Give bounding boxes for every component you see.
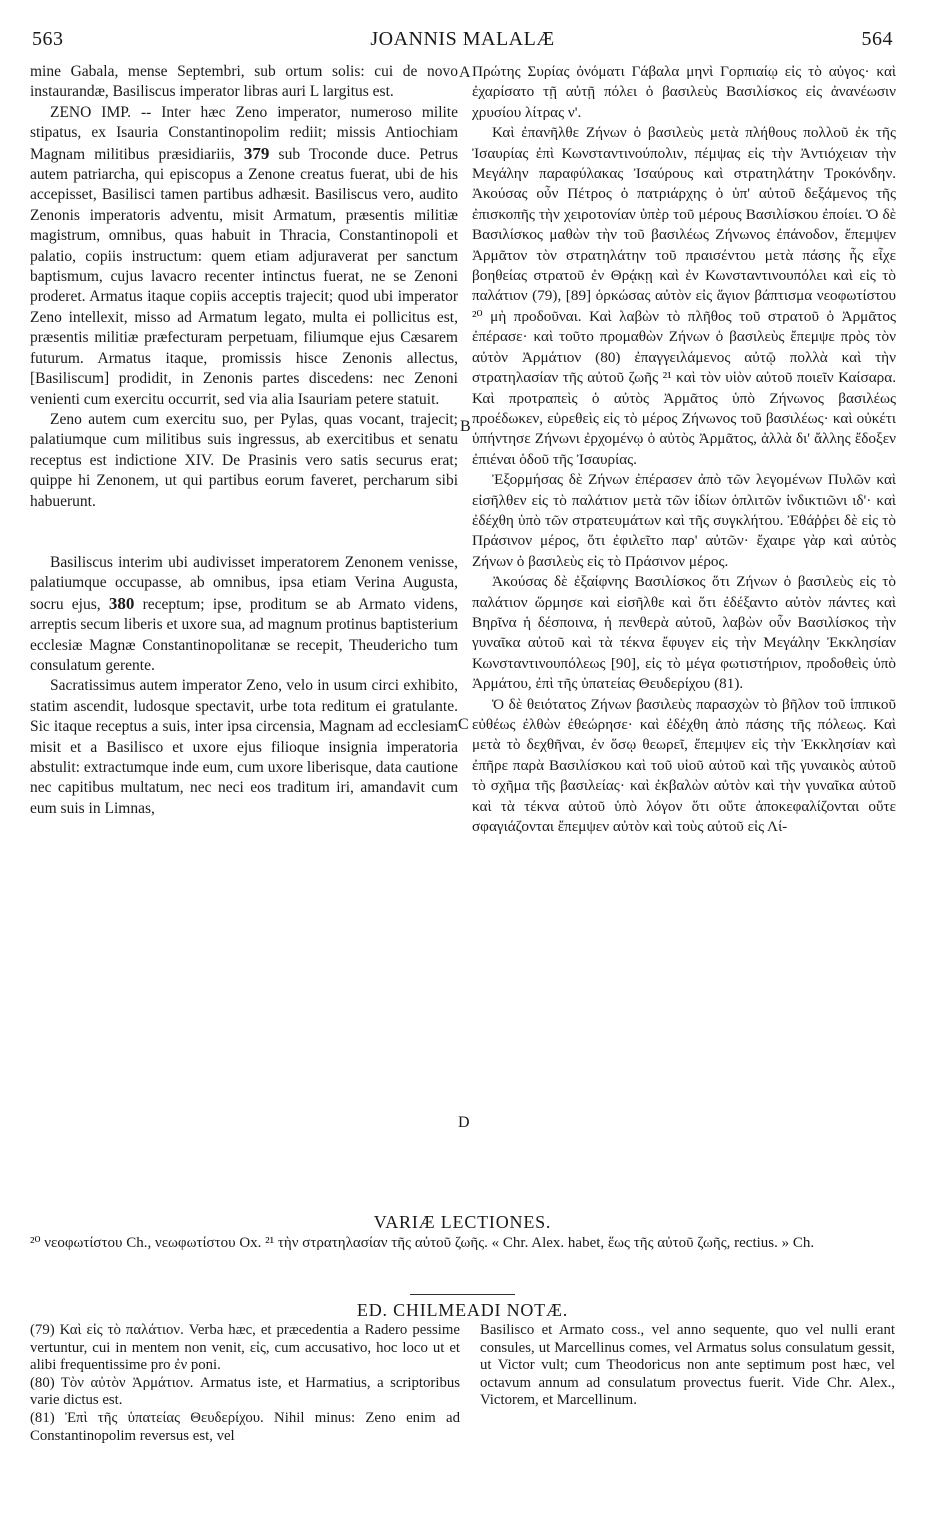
latin-text: ZENO IMP. -- Inter hæc Zeno imperator, numeroso milite stipatus, ex Isauria Constantinopolim rediit; missis Antiochiam Magnam militibus præsidiariis, [30,103,458,163]
latin-paragraph [30,553,458,676]
greek-paragraph: Ἀκούσας δὲ ἐξαίφνης Βασιλίσκος ὅτι Ζήνων ὁ βασιλεὺς εἰς τὸ παλάτιον ὥρμησε καὶ εἰσῆλθε καὶ ὅτι ἐδέξαντο αὐτὸν πάντες καὶ Βηρῖνα ἡ δέσποινα, ἡ πενθερὰ αὐτοῦ, λαβὼν οὖν Βασιλίσκος τὴν γυναῖκα αὐτοῦ καὶ τὰ τέκνα ἔφυγεν εἰς τὴν Μεγάλην Ἐκκλησίαν Κωνσταντινουπόλεως [90], εἰς τὸ μέγα φωτιστήριον, προδοθεὶς ὑπὸ Ἀρμάτου, ἐπὶ τῆς ὑπατείας Θευδερίχου (81). [472,573,896,693]
latin-paragraph: mine Gabala, mense Septembri, sub ortum solis: cui de novo instaurandæ, Basiliscus imperator libras auri L largitus est. [30,63,458,101]
latin-paragraph: Sacratissimus autem imperator Zeno, velo in usum circi exhibito, statim ascendit, ludosque spectavit, urbe tota reditum ei gratulante. Sic itaque receptus a suis, inter ipsa circensia, Magnam ad ecclesiam misit et a Basilisco et uxore ejus filioque insignia imperatoria abstulit: extractumque inde eum, cum uxore liberisque, data cautione nec capitibus multatum, nec neci eos traditum iri, amandavit cum eum suis in Limnas, [30,677,458,817]
greek-paragraph: Πρώτης Συρίας ὀνόματι Γάβαλα μηνὶ Γορπιαίῳ εἰς τὸ αὐγος· καὶ ἐχαρίσατο τῇ αὐτῇ πόλει ὁ βασιλεὺς Βασιλίσκος εἰς ἀνανέωσιν χρυσίου λίτρας ν'. [472,63,896,121]
page-number-left: 563 [32,28,64,50]
latin-paragraph: Zeno autem cum exercitu suo, per Pylas, quas vocant, trajecit; palatiumque cum militibus suis ingressus, ab exercitibus et senatu receptus est indictione XIV. De Prasinis vero satis securus erat; quippe hi Zenonem, ut qui partibus eorum faveret, percharum sibi habuerunt. [30,410,458,510]
latin-text: sub Troconde duce. Petrus autem patriarcha, qui episcopus a Zenone creatus fuerat, ubi de his accepisset, Basilisci tamen partibus adhæsit. Basiliscus vero, audito Zenonis imperatoris adventu, misit Armatum, præsentis militiæ magistrum, omnibus, quas habuit in Thracia, Constantinopoli et palatio, copiis instructum: quem etiam adjuraverat per sanctum baptismum, cujus lavacro recenter intinctus fuerat, ne se Zenoni proderet. Armatus itaque copiis acceptis trajecit; quod ubi imperator Zeno intellexit, misso ad Armatum legato, multa ei pollicitus est, præsentis militiæ præfecturam perpetuam, filiumque ejus Cæsarem futurum. Armatus itaque, promissis hisce Zenonis allectus, [Basiliscum] prodidit, in Zenonis partes discedens: nec Zenoni venienti cum exercitu occurrit, sed via alia Isauriam petere statuit. [30,145,458,408]
note-79: (79) Καὶ εἰς τὸ παλάτιον. Verba hæc, et præcedentia a Radero pessime vertuntur, cui in mentem non venit, εἰς, cum accusativo, hoc loco ut et alibi frequentissime pro ἐν poni. [30,1322,460,1374]
running-title: JOANNIS MALALÆ [370,28,555,50]
page-header [30,28,895,54]
page-marker: 379 [243,143,270,163]
latin-text: receptum; ipse, proditum se ab Armato videns, arreptis secum liberis et uxore sua, ad magnum protinus baptisterium ecclesiæ Magnæ Constantinopolitanæ se recepit, Theuderichо tum consulatum gerente. [30,595,459,674]
notes-title: ED. CHILMEADI NOTÆ. [356,1300,569,1320]
greek-paragraph: Ἐξορμήσας δὲ Ζήνων ἐπέρασεν ἀπὸ τῶν λεγομένων Πυλῶν καὶ εἰσῆλθεν εἰς τὸ παλάτιον μετὰ τῶν ἰδίων ὁπλιτῶν ἰνδικτιῶνι ιδ'· καὶ ἐδέχθη ὑπὸ τῶν στρατευμάτων καὶ τῆς συγκλήτου. Ἐθάῤῥει δὲ εἰς τὸ Πράσινον μέρος, ὅτι ἐφιλεῖτο παρ' αὐτῶν· ἔχαιρε γὰρ καὶ αὐτὸς Ζήνων ὁ βασιλεὺς εἰς τὸ Πράσινον μέρος. [472,471,896,570]
note-81-continued: Basilisco et Armato coss., vel anno sequente, quo vel nulli erant consules, ut Marcellinus comes, vel Armatus solus consulatum gessit, ut Victor vult; cum Theodoricus non ante septimum post hæc, vel octavum annum ad consulatum provectus fuerit. Vide Chr. Alex., Victorem, et Marcellinum. [480,1322,895,1409]
side-letter-b: B [460,418,471,435]
note-80: (80) Τὸν αὐτὸν Ἀρμάτιον. Armatus iste, et Harmatius, a scriptoribus varie dictus est. [30,1374,460,1409]
notes-left-column [30,1322,460,1445]
side-letter-a: A [459,64,471,81]
side-letter-c: C [458,716,469,733]
note-81: (81) Ἐπὶ τῆς ὑπατείας Θευδερίχου. Nihil minus: Zeno enim ad Constantinopolim reversus est, vel [30,1409,460,1444]
variae-lectiones-text: ²⁰ νεοφωτίστου Ch., νεωφωτίστου Ox. ²¹ τὴν στρατηλασίαν τῆς αὐτοῦ ζωῆς. « Chr. Alex. habet, ἕως τῆς αὐτοῦ ζωῆς, rectius. » Ch. [30,1235,815,1251]
greek-paragraph: Καὶ ἐπανῆλθε Ζήνων ὁ βασιλεὺς μετὰ πλήθους πολλοῦ ἐκ τῆς Ἰσαυρίας ἐπὶ Κωνσταντινούπολιν, πέμψας εἰς τὴν Ἀντιόχειαν τὴν Μεγάλην παραφύλακας Ἰσαύρους καὶ στρατηλάτην Τροκόνδην. Ἀκούσας οὖν Πέτρος ὁ πατριάρχης ὁ ὑπ' αὐτοῦ δεξάμενος τῆς ἐπισκοπῆς τὴν χειροτονίαν ὑπὲρ τοῦ μέρους Βασιλίσκου ἐποίει. Ὁ δὲ Βασιλίσκος μαθὼν τὴν τοῦ βασιλέως Ζήνωνος ἐπάνοδον, ἔπεμψεν Ἀρμᾶτον τὸν στρατηλάτην τοῦ πραισέντου μετὰ πάσης ἧς εἶχε βοηθείας στρατοῦ ἐν Θρᾴκῃ καὶ ἐν Κωνσταντινουπόλει καὶ εἰς τὸ παλάτιον (79), [89] ὁρκώσας αὐτὸν εἰς ἅγιον βάπτισμα νεοφωτίστου ²⁰ μὴ προδοῦναι. Καὶ λαβὼν τὸ πλῆθος τοῦ στρατοῦ ὁ Ἀρμᾶτος ἐπέρασε· καὶ τοῦτο προμαθὼν Ζήνων ὁ βασιλεὺς ἔπεμψε πρὸς τὸν αὐτὸν Ἀρμάτιον (80) ἐπαγγειλάμενος αὐτῷ πολλὰ καὶ τὴν στρατηλασίαν τῆς αὐτοῦ ζωῆς ²¹ καὶ τὸν υἱὸν αὐτοῦ ποιεῖν Καίσαρα. Καὶ προτραπεὶς ὁ αὐτὸς Ἀρμᾶτος ὑπὸ Ζήνωνος βασιλέως προέδωκεν, εὑρεθεὶς εἰς τὸ μέρος Ζήνωνος τοῦ βασιλέως· καὶ οὐκέτι ὑπήντησε Ζήνωνι ἐρχομένῳ ὁ αὐτὸς Ἀρμᾶτος, ἀλλὰ δι' ἄλλης ἔδοξεν ἐπιέναι ὁδοῦ τῆς Ἰσαυρίας. [472,124,896,468]
variae-lectiones-title: VARIÆ LECTIONES. [373,1212,552,1232]
side-letter-d: D [458,1114,470,1131]
notes-divider [410,1294,515,1295]
latin-column [30,62,458,819]
greek-column [472,62,896,837]
page-marker: 380 [108,593,135,613]
notes-right-column [480,1322,895,1410]
greek-paragraph: Ὁ δὲ θειότατος Ζήνων βασιλεὺς παρασχὼν τὸ βῆλον τοῦ ἱππικοῦ εὐθέως ἐλθὼν ἐθεώρησε· καὶ ἐδέχθη ἀπὸ πάσης τῆς πόλεως. Καὶ μετὰ τὸ δεχθῆναι, ἐν ὅσῳ θεωρεῖ, ἔπεμψεν εἰς τὴν Ἐκκλησίαν καὶ ἐπῆρε παρὰ Βασιλίσκου καὶ τοῦ υἱοῦ αὐτοῦ καὶ τῆς γυναικὸς αὐτοῦ τὸ σχῆμα τῆς βασιλείας· καὶ ἐκβαλὼν αὐτὸν καὶ τὴν γυναῖκα αὐτοῦ καὶ τὰ τέκνα αὐτοῦ ὑπὸ λόγον ὅτι οὔτε ἀποκεφαλίζονται οὔτε σφαγιάζονται ἔπεμψεν αὐτὸν καὶ τοὺς αὐτοῦ εἰς Λί- [472,695,896,836]
page-number-right: 564 [861,28,893,50]
latin-text: Basiliscus interim ubi audivisset imperatorem Zenonem venisse, palatiumque occupasse, ab omnibus, ipsa etiam Verina Augusta, socru ejus, [30,553,458,613]
latin-paragraph [30,103,458,410]
